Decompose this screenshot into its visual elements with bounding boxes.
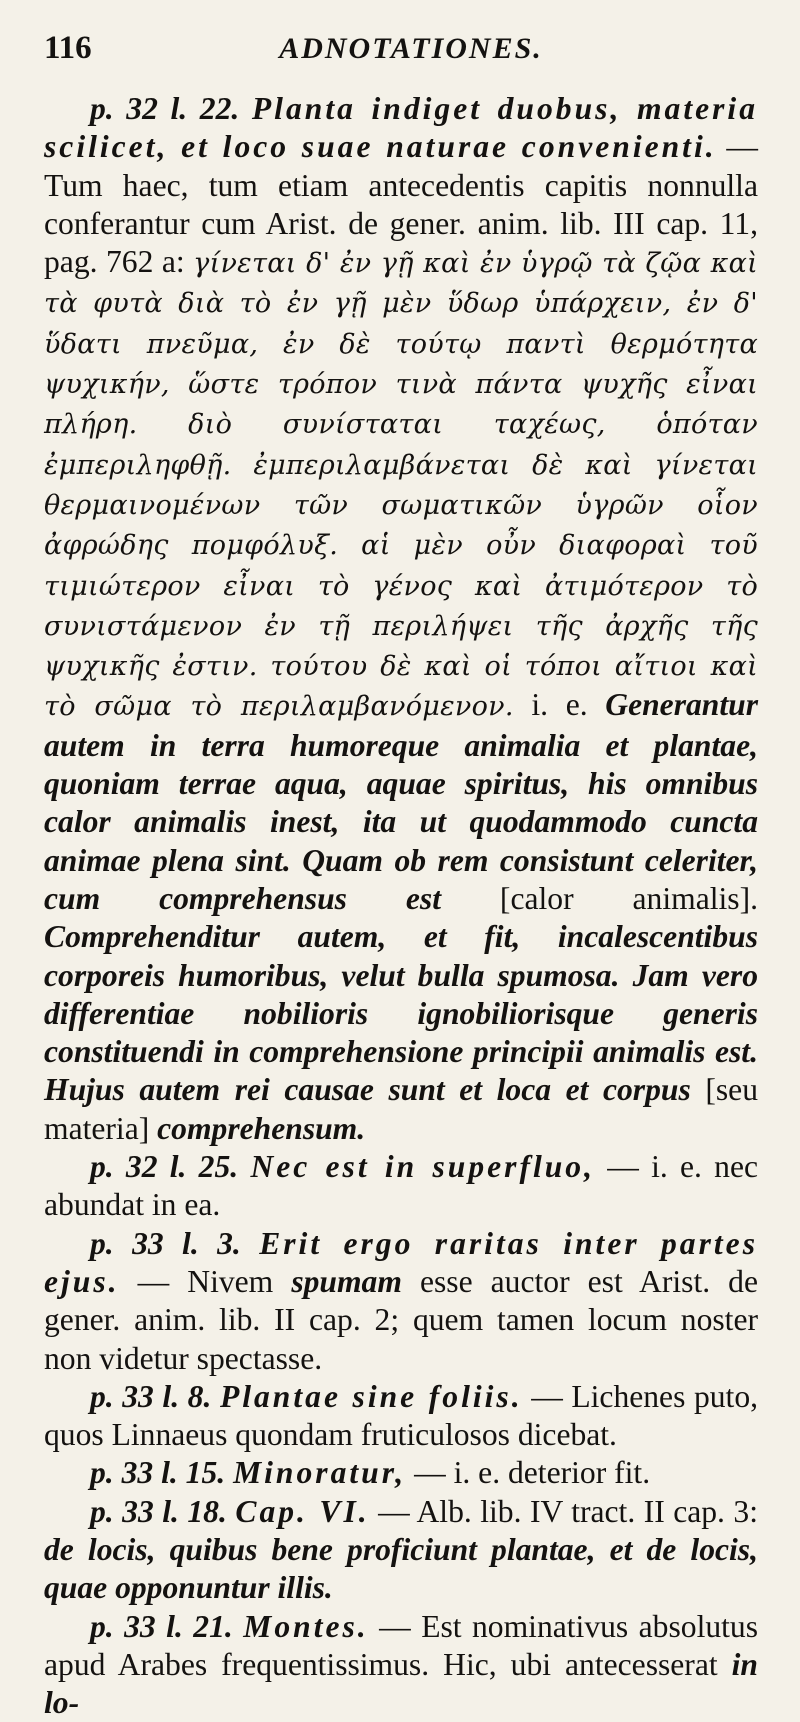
ie-marker: i. e. bbox=[513, 687, 606, 723]
annotation-paragraph bbox=[44, 90, 758, 1148]
bracket-note: [calor animalis]. bbox=[440, 880, 758, 916]
italic-term: spumam bbox=[291, 1263, 402, 1299]
page-number: 116 bbox=[44, 30, 92, 66]
bracket-note: [seu materia] bbox=[44, 1072, 758, 1146]
annotation-paragraph bbox=[44, 1225, 758, 1378]
annotation-paragraph bbox=[44, 1148, 758, 1225]
latin-translation: comprehensum. bbox=[157, 1110, 366, 1146]
lemma: Nec est in superfluo, bbox=[250, 1149, 596, 1185]
commentary-text: — Nivem bbox=[119, 1263, 292, 1299]
lemma: Erit ergo raritas inter partes ejus. bbox=[44, 1225, 758, 1299]
commentary-text: — Alb. lib. IV tract. II cap. 3: bbox=[369, 1493, 759, 1529]
reference: p. 33 l. 21. bbox=[90, 1608, 233, 1644]
reference: p. 32 l. 25. bbox=[90, 1149, 239, 1185]
page-header bbox=[44, 30, 758, 80]
reference: p. 32 l. 22. bbox=[90, 91, 240, 126]
lemma: Minoratur, bbox=[233, 1455, 407, 1491]
annotation-paragraph bbox=[44, 1608, 758, 1722]
commentary-text: — i. e. nec abundat in ea. bbox=[44, 1149, 759, 1223]
lemma: Cap. VI. bbox=[235, 1493, 370, 1529]
annotation-paragraph bbox=[44, 1454, 758, 1492]
running-head: ADNOTATIONES. bbox=[279, 32, 543, 65]
annotation-paragraph bbox=[44, 1378, 758, 1455]
reference: p. 33 l. 8. bbox=[90, 1378, 212, 1414]
latin-translation: Generantur autem in terra humoreque animalia et plantae, quoniam terrae aqua, aquae spiritus, his omnibus calor animalis inest, ita ut quodammodo cuncta animae plena sint. Quam ob rem consistunt celeriter, cum comprehensus est bbox=[44, 687, 759, 916]
commentary-text: — Lichenes puto, quos Linnaeus quondam fruticulosos dicebat. bbox=[44, 1378, 759, 1453]
commentary-text: — i. e. deterior fit. bbox=[406, 1455, 651, 1491]
greek-quotation: γίνεται δ' ἐν γῇ καὶ ἐν ὑγρῷ τὰ ζῷα καὶ τὰ φυτὰ διὰ τὸ ἐν γῇ μὲν ὕδωρ ὑπάρχειν, ἐν δ' ὕδατι πνεῦμα, ἐν δὲ τούτῳ παντὶ θερμότητα ψυχικήν, ὥστε τρόπον τινὰ πάντα ψυχῆς εἶναι πλήρη. διὸ συνίσταται ταχέως, ὁπόταν ἐμπεριληφθῇ. ἐμπεριλαμβάνεται δὲ καὶ γίνεται θερμαινομένων τῶν σωματικῶν ὑγρῶν οἷον ἀφρώδης πομφόλυξ. αἱ μὲν οὖν διαφοραὶ τοῦ τιμιώτερον εἶναι τὸ γένος καὶ ἀτιμότερον τὸ συνιστάμενον ἐν τῇ περιλήψει τῆς ἀρχῆς τῆς ψυχικῆς ἐστιν. τούτου δὲ καὶ οἱ τόποι αἴτιοι καὶ τὸ σῶμα τὸ περιλαμβανόμενον. bbox=[44, 248, 758, 723]
italic-title: de locis, quibus bene proficiunt plantae, et de locis, quae opponuntur illis. bbox=[44, 1531, 758, 1606]
commentary-text: esse auctor est Arist. de gener. anim. lib. II cap. 2; quem tamen locum noster non videtur spectasse. bbox=[44, 1263, 758, 1376]
reference: p. 33 l. 18. bbox=[90, 1493, 227, 1529]
reference: p. 33 l. 15. bbox=[90, 1455, 226, 1491]
annotation-body bbox=[44, 90, 758, 1722]
commentary-text: — Tum haec, tum etiam antecedentis capitis nonnulla conferantur cum Arist. de gener. anim. lib. III cap. 11, pag. 762 a: bbox=[44, 129, 758, 280]
italic-term: in lo- bbox=[44, 1646, 758, 1721]
commentary-text: — Est nominativus absolutus apud Arabes frequentissimus. Hic, ubi antecesserat bbox=[44, 1608, 759, 1682]
lemma: Plantae sine foliis. bbox=[219, 1378, 523, 1414]
lemma: Montes. bbox=[243, 1608, 369, 1644]
annotation-paragraph bbox=[44, 1493, 758, 1608]
reference: p. 33 l. 3. bbox=[90, 1225, 241, 1261]
latin-translation: Comprehenditur autem, et fit, incalescentibus corporeis humoribus, velut bulla spumosa. Jam vero differentiae nobilioris ignobiliorisque generis constituendi in comprehensione principii animalis est. Hujus autem rei causae sunt et loca et corpus bbox=[44, 919, 758, 1108]
lemma: Planta indiget duobus, materia scilicet, et loco suae naturae convenienti. bbox=[44, 91, 758, 165]
